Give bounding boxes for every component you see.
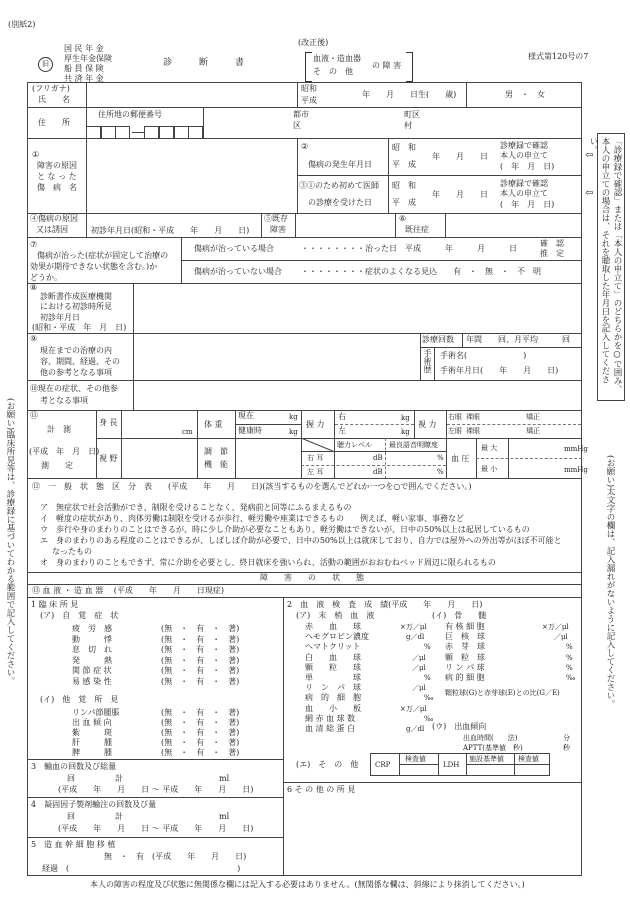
- pension-type: 船 員 保 険: [64, 64, 104, 73]
- peripheral-test-label: 病 的 細 胞: [305, 693, 361, 703]
- severity-choice[interactable]: (無 ・ 有 ・ 著): [161, 666, 240, 675]
- first-visit-date-label: 初診年月日(昭和・平成 年 月 日): [91, 226, 250, 235]
- other-tests-label: (エ) そ の 他: [296, 760, 359, 769]
- disease-name-field[interactable]: [86, 138, 298, 214]
- general-status-option[interactable]: ウ 歩行や身のまわりのことはできるが、時に少し介助が必要なこともあり、軽労働はできないが、日中の50%以上は起居しているもの: [40, 525, 530, 534]
- cm-unit: cm: [182, 428, 193, 436]
- blood-tests-title: 2 血 液 検 査 成 績(平成 年 月 日): [287, 600, 483, 609]
- mmhg-unit: mmHg: [564, 466, 588, 474]
- accommodation-label: 機 能: [204, 460, 228, 469]
- height-label: 身 長: [99, 418, 118, 427]
- treatment-number: ⑨: [30, 334, 38, 343]
- ge-ratio-label: 顆粒球(G)と赤芽球(E)との比(G／E): [445, 689, 560, 697]
- right-lower-side-note: (お願い)太文字の欄は、記入漏れがないように記入してください。: [605, 455, 615, 709]
- marrow-test-label: リ ン パ 球: [445, 662, 485, 672]
- test-unit: ×万／μl: [400, 704, 427, 713]
- bracket-left: [305, 52, 312, 82]
- peripheral-test-label: 網 赤 血 球 数: [305, 713, 356, 723]
- old-form-mark: 旧: [38, 57, 53, 72]
- objective-finding-label: 肝 腫: [72, 738, 112, 747]
- measurement-date: (平成 年 月 日): [29, 447, 100, 456]
- disability-state-title: 障 害 の 状 態: [260, 573, 364, 582]
- cause-label: ④傷病の原因: [30, 214, 78, 223]
- visual-field-label: 視 野: [99, 454, 118, 463]
- attachment-label: (別紙2): [8, 20, 36, 29]
- category-suffix: の 障 害: [372, 61, 402, 70]
- birth-ymd-label: 年 月 日生( 歳): [362, 90, 457, 99]
- peripheral-test-label: 単 球: [305, 673, 361, 682]
- cured-estimated-option[interactable]: 推 定: [540, 249, 564, 258]
- test-unit: %: [566, 663, 573, 672]
- postal-hyphen: [132, 132, 144, 133]
- first-visit-label: の診療を受けた日: [308, 198, 372, 207]
- speech-discrimination-label: 最良語音明瞭度: [389, 441, 438, 449]
- onset-ymd: 年 月 日: [432, 152, 488, 161]
- other-findings-field[interactable]: [283, 782, 582, 876]
- peripheral-blood-title: (ア) 末 梢 血 液: [296, 611, 375, 620]
- right-ear-label: 右 耳: [307, 454, 324, 462]
- disease-number: ①: [32, 150, 40, 159]
- existing-disability-field[interactable]: [295, 213, 396, 238]
- test-unit: %: [424, 643, 431, 652]
- era-showa: 昭和: [301, 84, 317, 93]
- onset-number: ②: [301, 142, 309, 151]
- transfusion-count: 回 計 ml: [67, 774, 230, 783]
- transfusion-period: (平成 年 月 日 〜 平成 年 月 日): [58, 785, 254, 794]
- bp-min-label: 最 小: [481, 465, 498, 473]
- test-unit: ／μl: [412, 653, 426, 662]
- cured-label: 傷病が治った(症状が固定して治療の: [37, 251, 169, 260]
- mmhg-unit: mmHg: [564, 445, 588, 453]
- furigana-label: (フリガナ): [32, 84, 70, 93]
- subjective-symptom-label: 関 節 症 状: [72, 666, 112, 675]
- initial-findings-label: における初診時所見: [40, 302, 112, 311]
- accommodation-field[interactable]: [235, 438, 302, 479]
- coagulation-count: 回 計 ml: [67, 812, 230, 821]
- general-status-option[interactable]: ア 無症状で社会活動ができ、制限を受けることなく、発病前と同等にふるまえるもの: [40, 503, 352, 512]
- existing-disability-label: ⑤既存: [264, 214, 288, 223]
- era-showa: 昭 和: [392, 143, 416, 152]
- severity-choice[interactable]: (無 ・ 有 ・ 著): [161, 738, 240, 747]
- severity-choice[interactable]: (無 ・ 有 ・ 著): [161, 748, 240, 757]
- peripheral-test-label: 白 血 球: [305, 652, 361, 662]
- test-unit: ／μl: [412, 663, 426, 672]
- test-unit: g／dl: [406, 725, 425, 733]
- objective-findings-title: (イ) 他 覚 所 見: [40, 695, 119, 704]
- left-side-note: (お願い)臨床所見等は、診療録に基づいてわかる範囲で記入してください。: [5, 398, 15, 686]
- severity-choice[interactable]: (無 ・ 有 ・ 著): [161, 728, 240, 737]
- measurement-number: ⑪: [30, 411, 38, 420]
- right-eye-label: 右眼: [448, 413, 462, 421]
- pension-type: 国 民 年 金: [64, 44, 104, 53]
- blood-section-title: ⑬ 血 液 ・ 造 血 器 (平成 年 月 日現症): [32, 586, 225, 595]
- right-side-note-box: [588, 133, 625, 401]
- subjective-symptoms-title: (ア) 自 覚 症 状: [40, 611, 119, 620]
- postal-code-label: 住所地の郵便番号: [98, 110, 162, 119]
- db-unit: dB: [373, 454, 383, 462]
- onset-label: 傷病の発生年月日: [308, 160, 372, 169]
- sex-options: 男 ・ 女: [505, 90, 545, 99]
- treatment-label: 現在までの治療の内: [40, 346, 112, 355]
- initial-findings-label: 初診年月日: [40, 313, 80, 322]
- era-showa: 昭 和: [392, 181, 416, 190]
- severity-choice[interactable]: (無 ・ 有 ・ 著): [161, 624, 240, 633]
- peripheral-test-label: ヘモグロビン濃度: [305, 632, 369, 642]
- test-unit: ‰: [566, 674, 576, 682]
- improvement-outlook-options[interactable]: ・・・・・・・・症状のよくなる見込 有 ・ 無 ・ 不 明: [301, 267, 541, 276]
- first-visit-label: ③①のため初めて医師: [299, 181, 379, 190]
- era-heisei: 平成: [301, 96, 317, 105]
- village-label: 村: [404, 121, 412, 130]
- percent-unit: %: [437, 454, 444, 462]
- initial-findings-label: (昭和・平成 年 月 日): [32, 323, 127, 332]
- transfusion-title: 3 輸血の回数及び総量: [31, 762, 117, 771]
- severity-choice[interactable]: (無 ・ 有 ・ 著): [161, 634, 240, 644]
- test-unit: %: [566, 653, 573, 662]
- peripheral-test-label: ヘマトクリット: [305, 642, 361, 652]
- test-unit: ×万／μl: [400, 623, 427, 631]
- severity-choice[interactable]: (無 ・ 有 ・ 著): [161, 718, 240, 727]
- naked-eye-label: 裸眼: [466, 413, 480, 421]
- peripheral-test-label: 血 小 板: [305, 703, 361, 713]
- city-label: 都市: [293, 110, 309, 119]
- marrow-test-label: 有 核 細 胞: [445, 622, 485, 631]
- cured-label: どうか。: [30, 273, 62, 282]
- other-findings-title: 6 そ の 他 の 所 見: [287, 785, 356, 794]
- ldh-test-value-header: 検査値: [518, 755, 539, 763]
- weight-label: 体 重: [204, 420, 223, 429]
- pension-type: 共 済 年 金: [64, 74, 104, 83]
- left-eye-label: 左眼: [448, 427, 462, 435]
- test-unit: ／μl: [412, 684, 426, 693]
- not-cured-case-label: 傷病が治っていない場合: [194, 267, 282, 276]
- diagonal-line: [301, 438, 335, 452]
- document-title: 診 断 書: [163, 58, 245, 68]
- current-symptoms-field[interactable]: [133, 380, 582, 411]
- test-unit: %: [424, 674, 431, 682]
- general-status-option[interactable]: エ 身のまわりのある程度のことはできるが、しばしば介助が必要で、日中の50%以上は就床しており、自力では屋外への外出等がほぼ不可能と: [40, 536, 562, 545]
- hearing-level-label: 聴力レベル: [337, 441, 372, 449]
- subjective-symptom-label: 息 切 れ: [72, 645, 112, 654]
- right-side-note: 「診療録で確認」または「本人の申立て」のどちらかを○で囲み、本人の申立ての場合は、それを聴取した年月日を記入してください。: [588, 137, 622, 394]
- pension-list: [64, 44, 112, 84]
- accommodation-label-cell: [197, 438, 236, 479]
- subjective-symptom-label: 発 熱: [72, 655, 112, 665]
- confirm-records[interactable]: 診療録で確認: [500, 141, 548, 150]
- history-label: 既往症: [405, 225, 429, 234]
- ward-label: 区: [293, 121, 301, 130]
- marrow-test-label: 顆 粒 球: [445, 652, 485, 662]
- aptt-label: APTT(基準値 秒): [463, 744, 523, 752]
- surgery-date: 手術年月日( 年 月 日): [440, 366, 559, 375]
- clinical-findings-title: 1 臨 床 所 見: [31, 600, 79, 609]
- initial-findings-label: 診断書作成医療機関: [40, 292, 112, 301]
- name-label: 氏 名: [38, 95, 70, 104]
- general-status-option[interactable]: オ 身のまわりのこともできず、常に介助を必要とし、終日就床を強いられ、活動の範囲がおおむねベッド周辺に限られるもの: [40, 558, 496, 567]
- test-unit: ‰: [424, 694, 434, 703]
- bone-marrow-title: (イ) 骨 髄: [432, 611, 487, 620]
- weight-healthy-label: 健康時: [238, 426, 262, 435]
- corrected-label: 矯正: [526, 413, 540, 421]
- kg-unit: kg: [289, 428, 298, 436]
- marrow-test-label: 巨 核 球: [445, 632, 485, 642]
- test-unit: ／μl: [554, 633, 568, 642]
- bracket-right: [406, 52, 413, 82]
- footnote: 本人の障害の程度及び状態に無関係な欄には記入する必要はありません。(無関係な欄は、斜線により抹消してください。): [90, 880, 525, 889]
- transplant-title: 5 造 血 幹 細 胞 移 植: [31, 840, 116, 849]
- initial-findings-number: ⑧: [30, 283, 38, 292]
- disease-label: 傷 病 名: [37, 183, 77, 192]
- marrow-test-label: 病 的 細 胞: [445, 673, 485, 682]
- surgery-history-label: 手術歴: [423, 349, 432, 373]
- severity-choice[interactable]: (無 ・ 有 ・ 著): [161, 645, 240, 654]
- visits-value: 年間 回、月平均 回: [466, 335, 570, 344]
- severity-choice[interactable]: (無 ・ 有 ・ 著): [161, 655, 240, 665]
- confirm-self-report[interactable]: 本人の申立て: [500, 151, 548, 160]
- cured-date: ・・・・・・・・治った日 平成 年 月 日: [301, 244, 517, 253]
- arrow-left-icon: ⇦: [585, 188, 594, 199]
- treatment-label: 容、期間、経過、その: [40, 357, 120, 366]
- town-label: 町区: [404, 110, 420, 119]
- general-status-option: なったもの: [44, 547, 92, 556]
- minutes-unit: 分: [563, 734, 570, 742]
- general-status-option[interactable]: イ 軽度の症状があり、肉体労働は制限を受けるが歩行、軽労働や座業はできるもの 例えば、軽い家事、事務など: [40, 514, 464, 523]
- transplant-status: 無 ・ 有 (平成 年 月 日): [104, 852, 247, 861]
- peripheral-test-label: 血 清 総 蛋 白: [305, 724, 356, 733]
- cured-label: 効果が期待できない状態を含む。)か: [30, 262, 158, 271]
- name-field[interactable]: [86, 82, 298, 108]
- history-field[interactable]: [445, 213, 582, 238]
- naked-eye-label: 裸眼: [466, 427, 480, 435]
- disease-label: 障害の原因: [37, 161, 77, 170]
- form-number: 様式第120号の7: [528, 52, 589, 61]
- objective-finding-label: 脾 腫: [72, 748, 112, 757]
- first-visit-ymd: 年 月 日: [432, 190, 488, 199]
- objective-finding-label: 出 血 傾 向: [72, 718, 112, 727]
- pension-type: 厚生年金保険: [64, 54, 112, 63]
- treatment-label: 他の参考となる事項: [40, 368, 112, 377]
- seconds-unit: 秒: [563, 744, 570, 752]
- confirm-date: ( 年 月 日): [500, 200, 555, 209]
- test-unit: g／dl: [406, 633, 425, 642]
- cured-number: ⑦: [30, 240, 38, 249]
- onset-label-cell: [297, 138, 389, 176]
- confirm-date: ( 年 月 日): [500, 162, 555, 171]
- objective-finding-label: リンパ節腫脹: [72, 708, 120, 717]
- ldh-label: LDH: [443, 761, 460, 769]
- coagulation-title: 4 凝固因子製剤輸注の回数及び量: [31, 800, 157, 809]
- initial-findings-field[interactable]: [133, 283, 582, 334]
- grip-label: 握 力: [306, 420, 325, 429]
- coagulation-period: (平成 年 月 日 〜 平成 年 月 日): [58, 824, 254, 833]
- marrow-test-label: 赤 芽 球: [445, 642, 485, 652]
- general-status-header: ⑫ 一 般 状 態 区 分 表 (平成 年 月 日)(該当するものを選んでどれか一つを○で囲んでください。): [32, 482, 472, 491]
- test-unit: %: [566, 643, 573, 652]
- test-unit: ‰: [424, 714, 434, 723]
- percent-unit: %: [437, 468, 444, 476]
- address-field[interactable]: [203, 107, 582, 139]
- era-heisei: 平 成: [392, 198, 416, 207]
- history-number: ⑥: [399, 214, 407, 223]
- crp-label: CRP: [375, 761, 391, 769]
- clinical-findings-section[interactable]: [27, 597, 284, 760]
- kg-unit: kg: [289, 413, 298, 421]
- subjective-symptom-label: 易 感 染 性: [72, 676, 112, 686]
- other-tests-table[interactable]: [370, 753, 550, 776]
- grip-left-label: 左: [338, 426, 346, 435]
- peripheral-test-label: リ ン パ 球: [305, 683, 361, 693]
- peripheral-test-label: 顆 粒 球: [305, 662, 361, 672]
- confirm-records[interactable]: 診療録で確認: [500, 179, 548, 188]
- cured-confirmed-option[interactable]: 確 認: [540, 239, 564, 248]
- objective-finding-label: 紫 斑: [72, 728, 112, 737]
- subjective-symptom-label: 疲 労 感: [72, 624, 112, 633]
- facility-standard-header: 施設基準値: [469, 755, 504, 763]
- visits-label: 診療回数: [422, 335, 454, 344]
- surgery-name: 手術名( ): [440, 351, 527, 360]
- blood-pressure-label: 血 圧: [451, 454, 470, 463]
- db-unit: dB: [373, 468, 383, 476]
- peripheral-test-label: 赤 血 球: [305, 622, 361, 631]
- bleeding-time-label: 出血時間( 法): [463, 734, 518, 742]
- subjective-symptom-label: 動 悸: [72, 634, 112, 644]
- bleeding-tendency-label: (ウ) 出血傾向: [432, 722, 487, 731]
- weight-now-label: 現在: [238, 411, 254, 420]
- measurement-label: 計 測: [47, 425, 71, 434]
- crp-test-value-header: 検査値: [405, 755, 426, 763]
- category-line1: 血液・造血器: [313, 54, 361, 63]
- kg-unit: kg: [401, 428, 410, 436]
- current-symptoms-label: 考となる事項: [40, 396, 88, 405]
- revision-label: (改正後): [298, 38, 329, 47]
- visual-field-field[interactable]: [121, 438, 198, 479]
- current-symptoms-label: ⑩現在の症状、その他参: [30, 384, 118, 393]
- confirm-self-report[interactable]: 本人の申立て: [500, 189, 548, 198]
- era-heisei: 平 成: [392, 160, 416, 169]
- transplant-course: 経過 ( ): [42, 864, 241, 873]
- treatment-field[interactable]: [133, 333, 421, 381]
- accommodation-label: 調 節: [204, 447, 228, 456]
- severity-choice[interactable]: (無 ・ 有 ・ 著): [161, 676, 240, 686]
- kg-unit: kg: [401, 414, 410, 422]
- arrow-left-icon: ⇦: [585, 150, 594, 161]
- severity-choice[interactable]: (無 ・ 有 ・ 著): [161, 708, 240, 717]
- disease-label: と な っ た: [37, 172, 77, 181]
- cured-case-label: 傷病が治っている場合: [194, 244, 274, 253]
- test-unit: ×万／μl: [542, 623, 569, 631]
- left-ear-label: 左 耳: [307, 468, 324, 476]
- address-label: 住 所: [38, 118, 70, 127]
- cause-label: 又は誘因: [36, 225, 68, 234]
- grip-right-label: 右: [338, 412, 346, 421]
- measured-label: 測 定: [41, 461, 73, 470]
- bp-max-label: 最 大: [481, 444, 498, 452]
- vision-label: 視 力: [418, 420, 437, 429]
- existing-disability-label: 障害: [270, 225, 286, 234]
- corrected-label: 矯正: [526, 427, 540, 435]
- category-line2: そ の 他: [313, 67, 353, 76]
